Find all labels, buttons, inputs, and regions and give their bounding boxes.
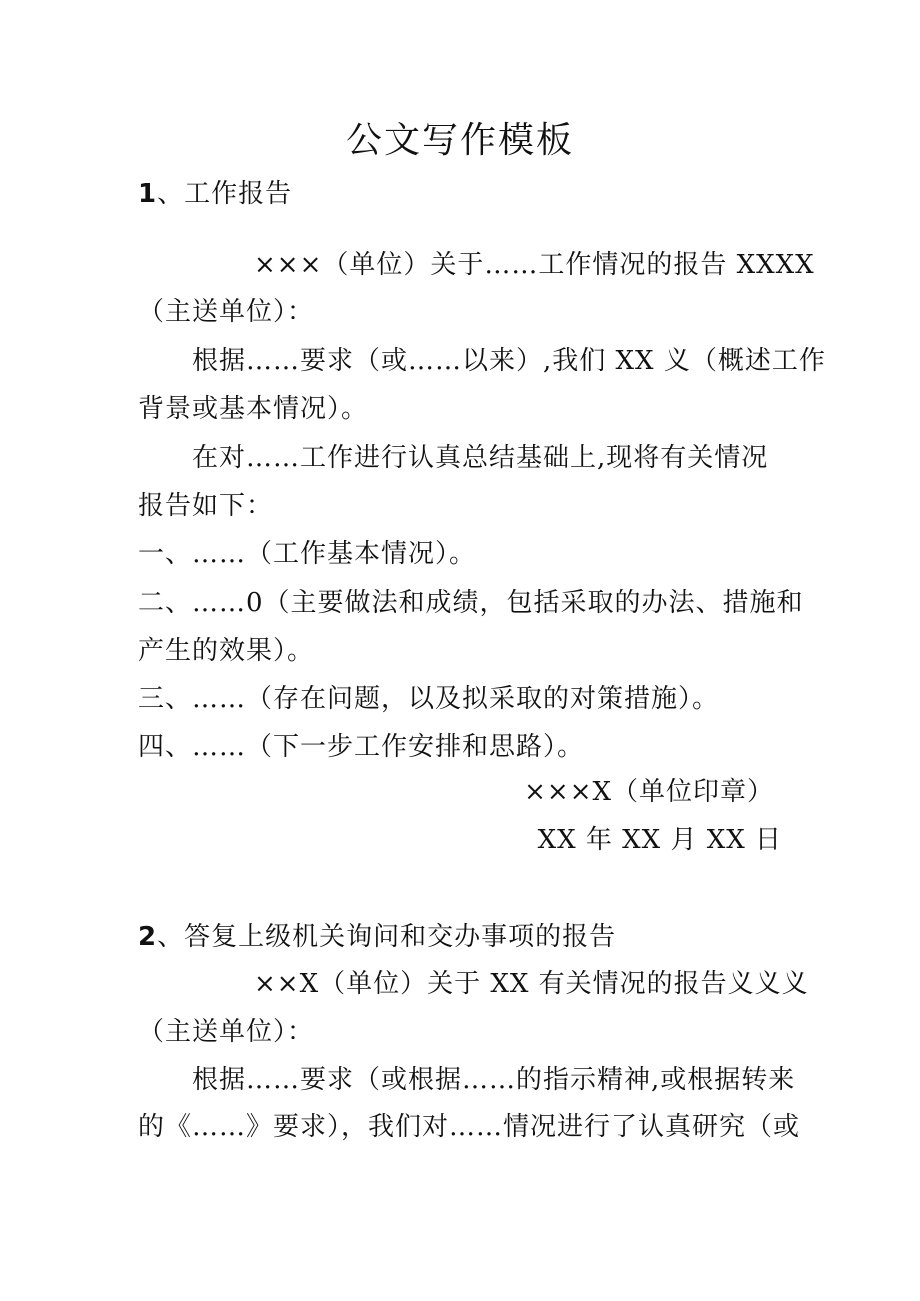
section-1-heading-text: 、工作报告 bbox=[157, 179, 293, 209]
section-1-recipient: （主送单位）： bbox=[138, 297, 315, 327]
section-2-heading bbox=[138, 920, 616, 954]
section-2-number: 2 bbox=[138, 922, 158, 952]
section-1-doc-title: ×××（单位）关于……工作情况的报告 XXXX bbox=[254, 250, 815, 280]
section-1-paragraph-1-line-2: 背景或基本情况）。 bbox=[138, 394, 369, 424]
section-1-item-2-line-1: 二、……0（主要做法和成绩，包括采取的办法、措施和 bbox=[138, 588, 804, 618]
section-1-item-2-line-2: 产生的效果）。 bbox=[138, 636, 315, 666]
section-1-date: XX 年 XX 月 XX 日 bbox=[537, 825, 782, 855]
section-1-heading bbox=[138, 177, 292, 211]
section-1-paragraph-2-line-1: 在对……工作进行认真总结基础上,现将有关情况 bbox=[192, 443, 769, 473]
section-1-paragraph-1-line-1: 根据……要求（或……以来）,我们 XX 义（概述工作 bbox=[192, 346, 826, 376]
section-1-item-4: 四、……（下一步工作安排和思路）。 bbox=[138, 732, 585, 762]
section-1-item-1: 一、……（工作基本情况）。 bbox=[138, 539, 477, 569]
section-2-doc-title: ××X（单位）关于 XX 有关情况的报告义义义 bbox=[254, 969, 809, 999]
section-2-heading-text: 、答复上级机关询问和交办事项的报告 bbox=[157, 922, 617, 952]
section-1-item-3: 三、……（存在问题，以及拟采取的对策措施）。 bbox=[138, 684, 720, 714]
section-1-signature: ×××X（单位印章） bbox=[524, 777, 774, 807]
page-title: 公文写作模板 bbox=[345, 120, 574, 161]
section-1-paragraph-2-line-2: 报告如下： bbox=[138, 491, 274, 521]
section-2-recipient: （主送单位）： bbox=[138, 1017, 315, 1047]
section-2-paragraph-1-line-2: 的《……》要求），我们对……情况进行了认真研究（或 bbox=[138, 1112, 801, 1142]
section-2-paragraph-1-line-1: 根据……要求（或根据……的指示精神,或根据转来 bbox=[192, 1065, 796, 1095]
section-1-number: 1 bbox=[138, 179, 158, 209]
